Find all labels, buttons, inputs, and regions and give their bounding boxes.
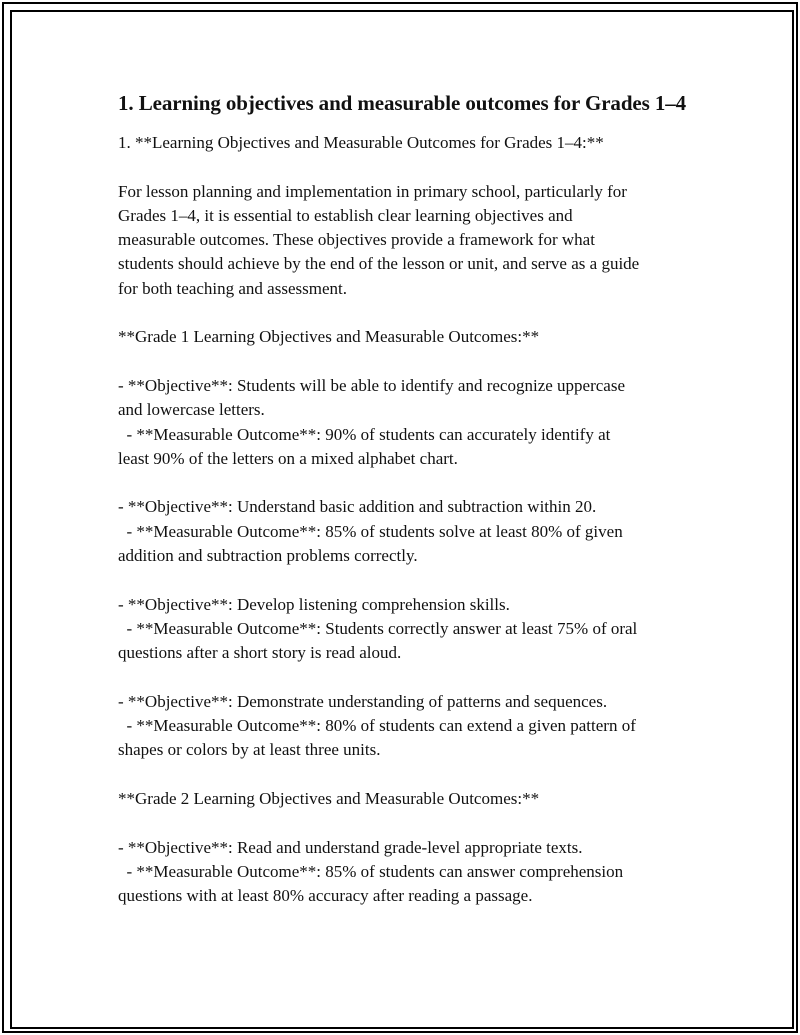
text-line: 1. **Learning Objectives and Measurable Outcomes for Grades 1–4:** bbox=[118, 133, 604, 152]
text-line: - **Measurable Outcome**: 85% of students solve at least 80% of given bbox=[118, 521, 623, 541]
text-line: students should achieve by the end of the lesson or unit, and serve as a guide bbox=[118, 254, 640, 274]
text-line: - **Measurable Outcome**: Students correctly answer at least 75% of oral bbox=[118, 618, 638, 638]
paragraph bbox=[118, 836, 690, 909]
text-line: - **Objective**: Develop listening comprehension skills. bbox=[118, 594, 510, 614]
paragraph bbox=[118, 787, 690, 811]
section-heading: 1. Learning objectives and measurable outcomes for Grades 1–4 bbox=[118, 91, 687, 115]
text-line: questions with at least 80% accuracy after reading a passage. bbox=[118, 886, 533, 906]
text-line: - **Measurable Outcome**: 85% of students can answer comprehension bbox=[118, 861, 624, 881]
text-line: **Grade 2 Learning Objectives and Measurable Outcomes:** bbox=[118, 789, 540, 809]
paragraph bbox=[118, 593, 690, 666]
text-line: - **Measurable Outcome**: 80% of students can extend a given pattern of bbox=[118, 716, 636, 736]
paragraph bbox=[118, 325, 690, 349]
text-line: - **Objective**: Read and understand grade-level appropriate texts. bbox=[118, 837, 583, 857]
text-line: least 90% of the letters on a mixed alphabet chart. bbox=[118, 448, 458, 468]
text-line: and lowercase letters. bbox=[118, 400, 265, 420]
paragraph bbox=[118, 374, 690, 471]
text-line: For lesson planning and implementation in primary school, particularly for bbox=[118, 181, 627, 201]
text-line: **Grade 1 Learning Objectives and Measurable Outcomes:** bbox=[118, 327, 540, 347]
text-line: - **Measurable Outcome**: 90% of students can accurately identify at bbox=[118, 424, 611, 444]
paragraph bbox=[118, 180, 690, 301]
paragraph bbox=[118, 131, 690, 155]
text-line: shapes or colors by at least three units. bbox=[118, 740, 381, 760]
text-line: addition and subtraction problems correctly. bbox=[118, 546, 418, 566]
text-line: questions after a short story is read aloud. bbox=[118, 643, 402, 663]
document-body bbox=[118, 90, 690, 933]
text-line: Grades 1–4, it is essential to establish clear learning objectives and bbox=[118, 205, 573, 225]
paragraph-list bbox=[118, 131, 690, 909]
text-line: - **Objective**: Understand basic addition and subtraction within 20. bbox=[118, 497, 597, 517]
text-line: - **Objective**: Demonstrate understanding of patterns and sequences. bbox=[118, 691, 608, 711]
text-line: for both teaching and assessment. bbox=[118, 278, 347, 298]
text-line: measurable outcomes. These objectives provide a framework for what bbox=[118, 230, 595, 250]
text-line: - **Objective**: Students will be able to identify and recognize uppercase bbox=[118, 375, 626, 395]
paragraph bbox=[118, 495, 690, 568]
paragraph bbox=[118, 690, 690, 763]
